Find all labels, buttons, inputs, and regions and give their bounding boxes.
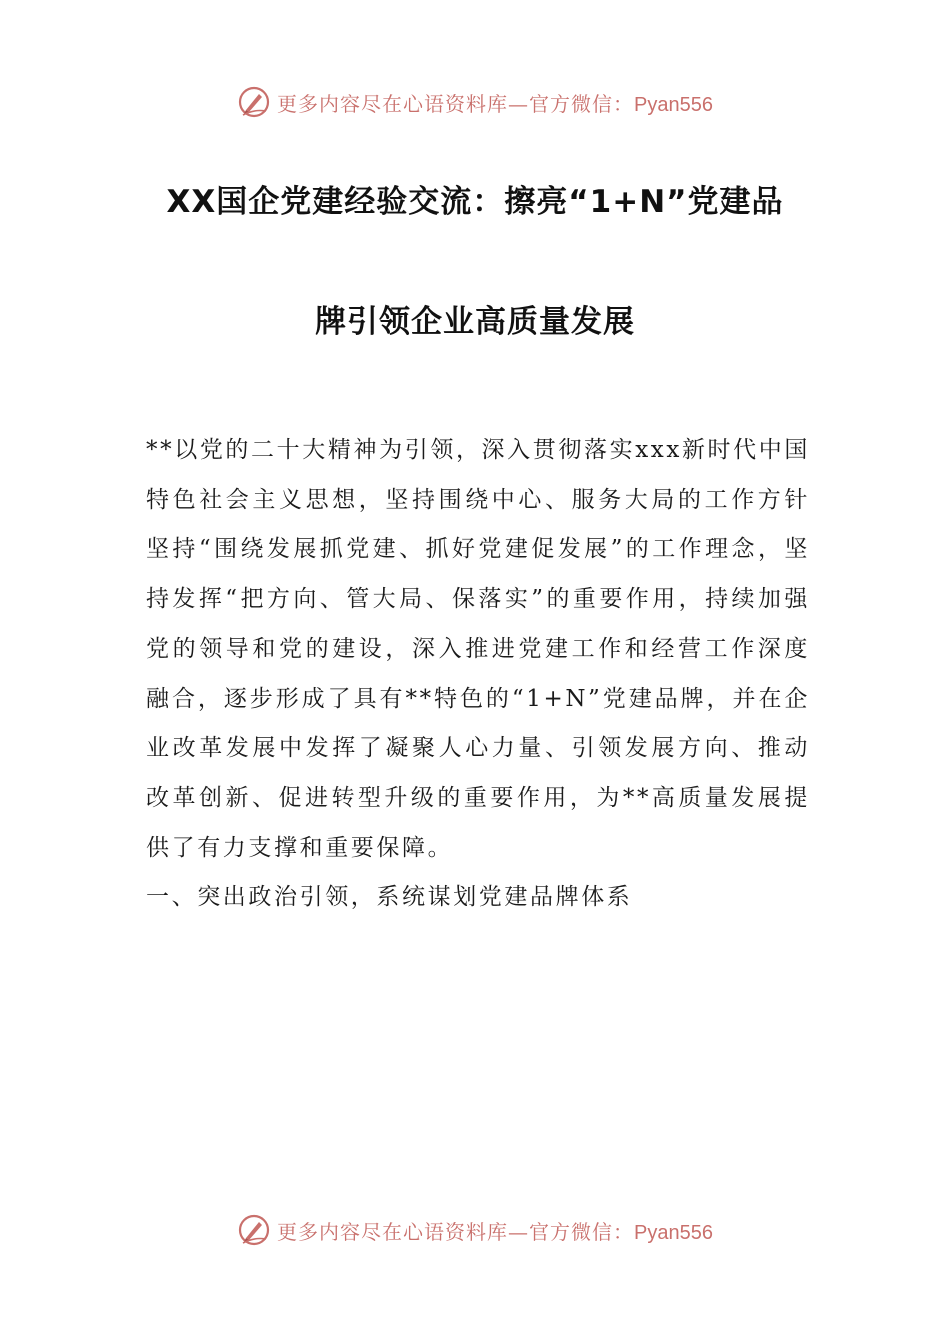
section-heading: 一、突出政治引领，系统谋划党建品牌体系 xyxy=(146,884,633,911)
watermark-wechat-id: Pyan556 xyxy=(634,1221,713,1244)
document-body xyxy=(146,426,810,923)
document-title-line-2: 牌引领企业高质量发展 xyxy=(315,304,635,340)
watermark-footer xyxy=(0,1210,950,1250)
pen-circle-logo-icon xyxy=(237,1213,271,1247)
watermark-wechat-id: Pyan556 xyxy=(634,93,713,116)
watermark-header xyxy=(0,82,950,122)
document-title-line-1: XX国企党建经验交流：擦亮“1+N”党建品 xyxy=(166,184,784,220)
watermark-text: 更多内容尽在心语资料库—官方微信：Pyan556 xyxy=(277,1219,713,1244)
watermark-text: 更多内容尽在心语资料库—官方微信：Pyan556 xyxy=(277,91,713,116)
pen-circle-logo-icon xyxy=(237,85,271,119)
body-paragraph: **以党的二十大精神为引领，深入贯彻落实xxx新时代中国特色社会主义思想，坚持围绕中心、服务大局的工作方针坚持“围绕发展抓党建、抓好党建促发展”的工作理念，坚持发挥“把方向、管大局、保落实”的重要作用，持续加强党的领导和党的建设，深入推进党建工作和经营工作深度融合，逐步形成了具有**特色的“1+N”党建品牌，并在企业改革发展中发挥了凝聚人心力量、引领发展方向、推动改革创新、促进转型升级的重要作用，为**高质量发展提供了有力支撑和重要保障。 xyxy=(146,437,810,861)
